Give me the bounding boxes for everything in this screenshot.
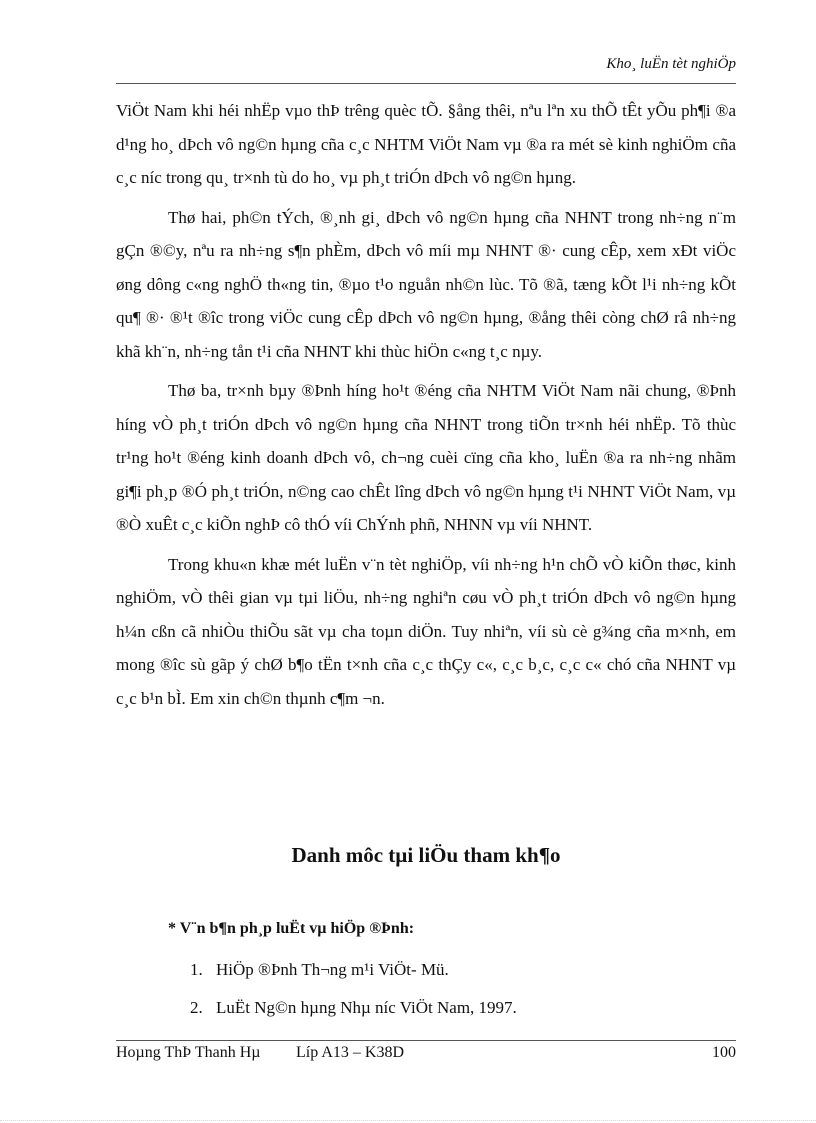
reference-number: 2. [190,998,203,1017]
reference-number: 1. [190,960,203,979]
reference-list [190,956,517,1032]
paragraph-1: ViÖt Nam khi héi nhËp vµo thÞ trêng quèc tÕ. §ång thêi, nªu lªn xu thÕ tÊt yÕu ph¶i ®a d¹ng ho¸ dÞch vô ng©n hµng cña c¸c NHTM ViÖt Nam vµ ®a ra mét sè kinh nghiÖm cña c¸c níc trong qu¸ tr×nh tù do ho¸ vµ ph¸t triÓn dÞch vô ng©n hµng. [116,101,736,187]
footer-author: Hoµng ThÞ Thanh Hµ [116,1044,261,1061]
reference-item [190,994,517,1032]
page-number: 100 [712,1044,736,1061]
running-header: Kho¸ luËn tèt nghiÖp [606,56,736,72]
subheading: * V¨n b¶n ph¸p luËt vµ hiÖp ®Þnh: [168,920,415,937]
footer-divider [116,1040,736,1041]
header-divider [116,83,736,84]
paragraph-4: Trong khu«n khæ mét luËn v¨n tèt nghiÖp, víi nh÷ng h¹n chÕ vÒ kiÕn thøc, kinh nghiÖm, vÒ thêi gian vµ tµi liÖu, nh÷ng nghiªn cøu vÒ ph¸t triÓn dÞch vô ng©n hµng h¼n cßn cã nhiÒu thiÕu sãt vµ cha toµn diÖn. Tuy nhiªn, víi sù cè g¾ng cña m×nh, em mong ®îc sù gãp ý chØ b¶o tËn t×nh cña c¸c thÇy c«, c¸c b¸c, c¸c c« chó cña NHNT vµ c¸c b¹n bÌ. Em xin ch©n thµnh c¶m ¬n. [116,554,736,708]
reference-text: LuËt Ng©n hµng Nhµ níc ViÖt Nam, 1997. [216,998,517,1017]
reference-text: HiÖp ®Þnh Th¬ng m¹i ViÖt- Mü. [216,960,449,979]
footer-class: Líp A13 – K38D [296,1044,404,1061]
paragraph-2: Thø hai, ph©n tÝch, ®¸nh gi¸ dÞch vô ng©n hµng cña NHNT trong nh÷ng n¨m gÇn ®©y, nªu ra nh÷ng s¶n phÈm, dÞch vô míi mµ NHNT ®· cung cÊp, xem xÐt viÖc øng dông c«ng nghÖ th«ng tin, ®µo t¹o nguån nh©n lùc. Tõ ®ã, tæng kÕt l¹i nh÷ng kÕt qu¶ ®· ®¹t ®îc trong viÖc cung cÊp dÞch vô ng©n hµng, ®ång thêi còng chØ râ nh÷ng khã kh¨n, nh÷ng tån t¹i cña NHNT khi thùc hiÖn c«ng t¸c nµy. [116,207,736,361]
page-edge-divider [0,1120,816,1121]
body-text [116,94,736,721]
paragraph-3: Thø ba, tr×nh bµy ®Þnh híng ho¹t ®éng cña NHTM ViÖt Nam nãi chung, ®Þnh híng vÒ ph¸t triÓn dÞch vô ng©n hµng cña NHNT trong tiÕn tr×nh héi nhËp. Tõ thùc tr¹ng ho¹t ®éng kinh doanh dÞch vô, ch¬ng cuèi cïng cña kho¸ luËn ®a ra nh÷ng nhãm gi¶i ph¸p ®Ó ph¸t triÓn, n©ng cao chÊt lîng dÞch vô ng©n hµng t¹i NHNT ViÖt Nam, vµ ®Ò xuÊt c¸c kiÕn nghÞ cô thÓ víi ChÝnh phñ, NHNN vµ víi NHNT. [116,381,736,534]
section-heading: Danh môc tµi liÖu tham kh¶o [291,843,561,867]
reference-item [190,956,517,994]
